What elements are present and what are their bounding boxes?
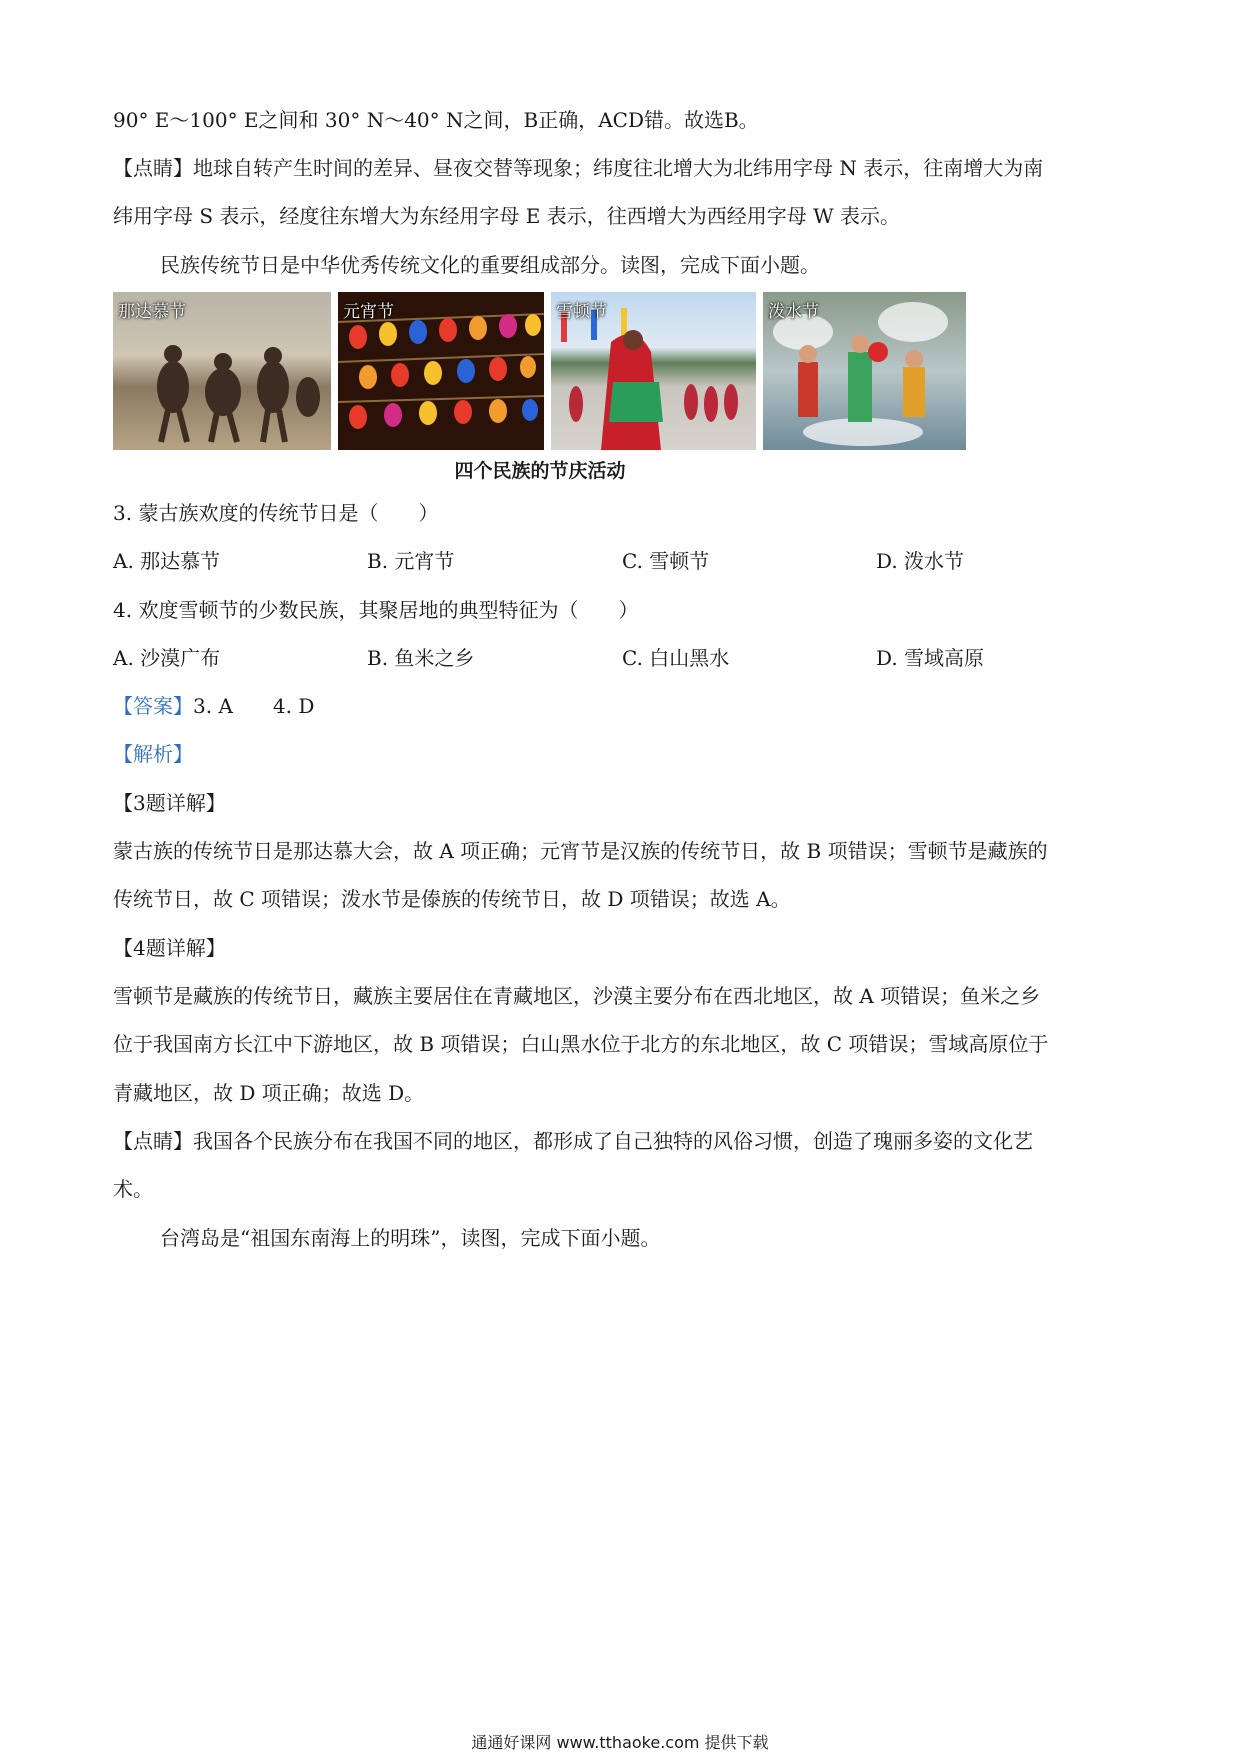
q3-option-d: D. 泼水节 [876, 549, 965, 573]
detail-3-text: 蒙古族的传统节日是那达慕大会，故 A 项正确；元宵节是汉族的传统节日，故 B 项错误；雪顿节是藏族的 [113, 839, 1048, 863]
detail-3-text: 传统节日，故 C 项错误；泼水节是傣族的传统节日，故 D 项错误；故选 A。 [113, 887, 791, 911]
key-point: 【点睛】我国各个民族分布在我国不同的地区，都形成了自己独特的风俗习惯，创造了瑰丽多姿的文化艺 [113, 1129, 1033, 1153]
q4-option-a: A. 沙漠广布 [113, 646, 221, 670]
text-line: 90° E～100° E之间和 30° N～40° N之间，B正确，ACD错。故选B。 [113, 108, 759, 132]
key-point: 【点睛】地球自转产生时间的差异、昼夜交替等现象；纬度往北增大为北纬用字母 N 表示，往南增大为南 [113, 156, 1044, 180]
question-3-stem: 3. 蒙古族欢度的传统节日是（ ） [113, 501, 439, 525]
question-4-stem: 4. 欢度雪顿节的少数民族，其聚居地的典型特征为（ ） [113, 598, 639, 622]
q3-option-b: B. 元宵节 [367, 549, 455, 573]
detail-4-text: 位于我国南方长江中下游地区，故 B 项错误；白山黑水位于北方的东北地区，故 C 项错误；雪域高原位于 [113, 1032, 1049, 1056]
answer-text: 3. A 4. D [193, 694, 315, 718]
photo-water-splashing [763, 292, 966, 450]
photo-shoton [551, 292, 756, 450]
page-footer: 通通好课网 www.tthaoke.com 提供下载 [471, 1733, 769, 1752]
intro-text: 民族传统节日是中华优秀传统文化的重要组成部分。读图，完成下面小题。 [160, 253, 820, 277]
q3-option-a: A. 那达慕节 [113, 549, 221, 573]
q4-option-c: C. 白山黑水 [622, 646, 730, 670]
detail-4-heading: 【4题详解】 [113, 936, 226, 960]
q4-option-d: D. 雪域高原 [876, 646, 985, 670]
next-question-intro: 台湾岛是“祖国东南海上的明珠”，读图，完成下面小题。 [160, 1226, 661, 1250]
photo-naadam [113, 292, 331, 450]
analysis-tag: 【解析】 [113, 742, 193, 766]
photo-label: 泼水节 [768, 302, 819, 322]
answer-tag: 【答案】 [113, 694, 193, 718]
photo-label: 那达慕节 [118, 302, 186, 322]
detail-3-heading: 【3题详解】 [113, 791, 226, 815]
photo-label: 雪顿节 [556, 302, 607, 322]
answer-line [113, 693, 314, 719]
q4-option-b: B. 鱼米之乡 [367, 646, 475, 670]
photo-label: 元宵节 [343, 302, 394, 322]
key-point: 术。 [113, 1177, 153, 1201]
photo-lantern [338, 292, 544, 450]
detail-4-text: 青藏地区，故 D 项正确；故选 D。 [113, 1081, 425, 1105]
detail-4-text: 雪顿节是藏族的传统节日，藏族主要居住在青藏地区，沙漠主要分布在西北地区，故 A 项错误；鱼米之乡 [113, 984, 1041, 1008]
q3-option-c: C. 雪顿节 [622, 549, 710, 573]
text-line: 纬用字母 S 表示，经度往东增大为东经用字母 E 表示，往西增大为西经用字母 W 表示。 [113, 204, 901, 228]
figure-caption: 四个民族的节庆活动 [454, 460, 626, 482]
